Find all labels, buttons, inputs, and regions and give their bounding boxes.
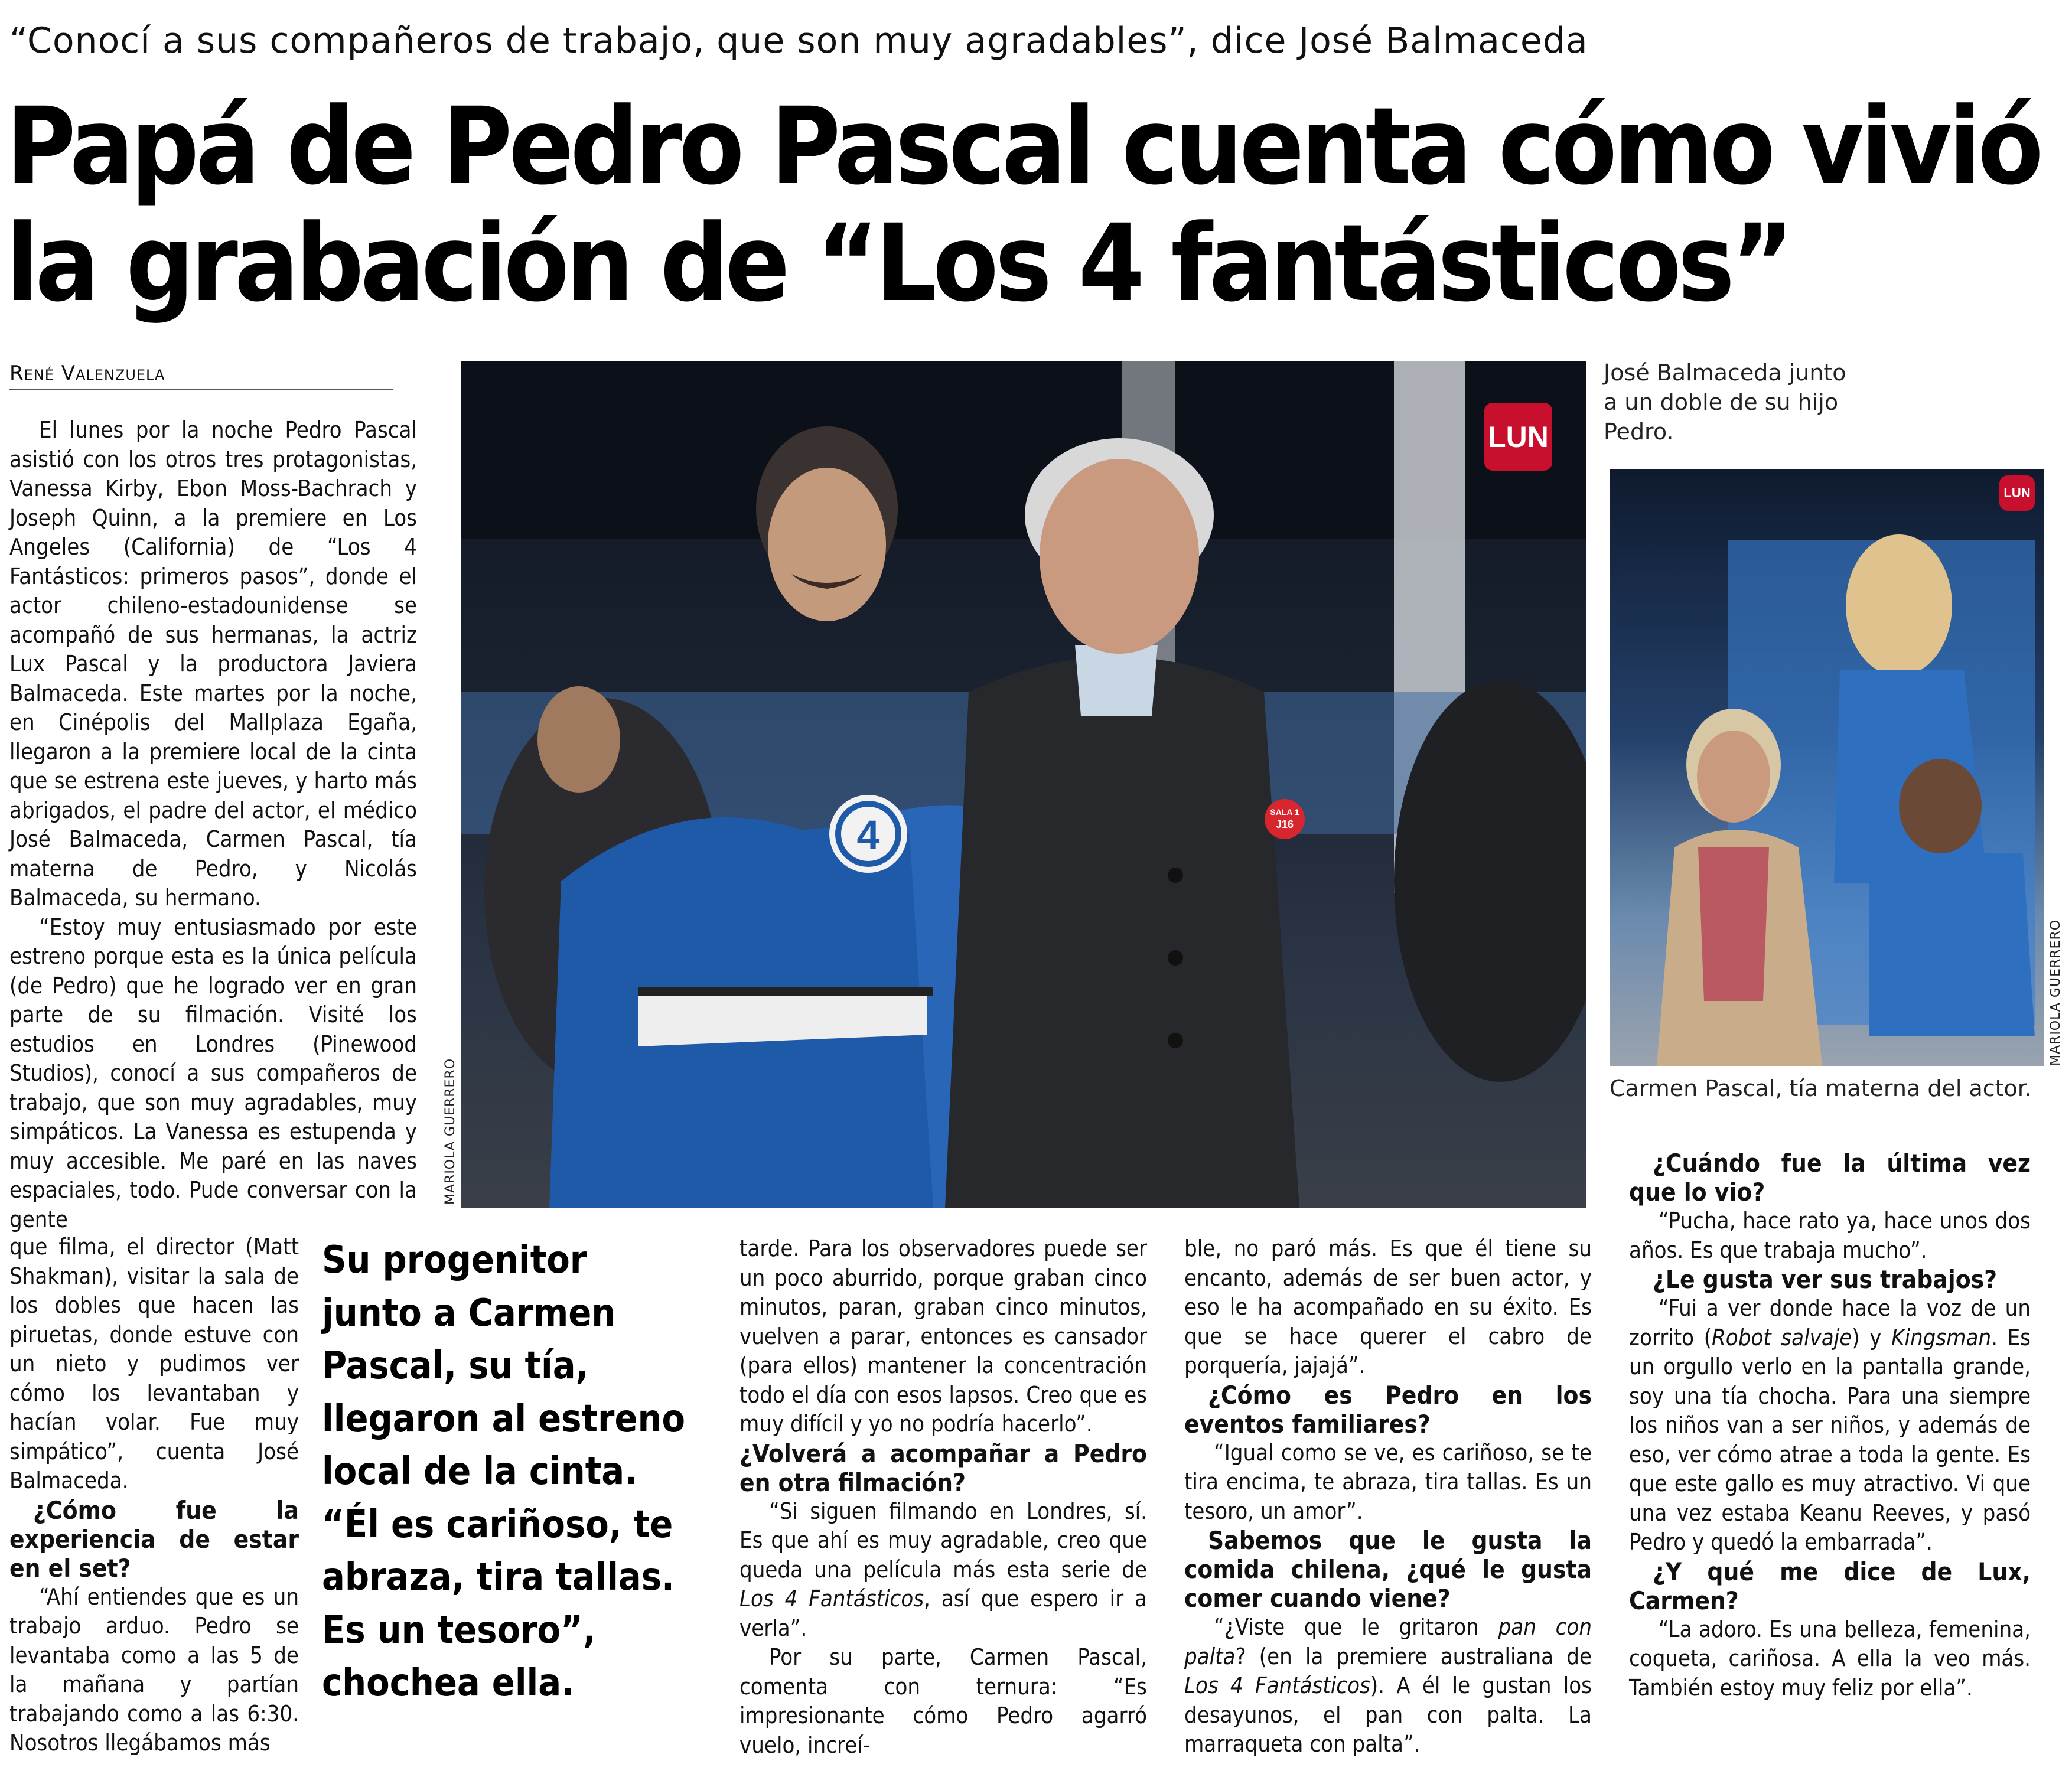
- side-lun-logo: LUN: [1999, 475, 2035, 511]
- col5-paragraph-1: “Pucha, hace rato ya, hace unos dos años. Es que trabaja mucho”.: [1629, 1208, 2031, 1263]
- side-photo: [1610, 469, 2044, 1066]
- svg-text:4: 4: [856, 812, 880, 858]
- col1-paragraph-2: “Estoy muy entusiasmado por este estreno porque esta es la única película (de Pedro) que he logrado ver en gran parte de su filmación. Visité los estudios en Londres (Pinewood Studios), conocí a sus compañeros de trabajo, que son muy agradables, muy simpáticos. La Vanessa es estupenda y muy accesible. Me paré en las naves espaciales, todo. Pude conversar con la gente: [9, 914, 417, 1232]
- col4-paragraph-2: “Igual como se ve, es cariñoso, se te tira encima, te abraza, tira tallas. Es un tesoro, un amor”.: [1184, 1439, 1592, 1524]
- col3-paragraph-3: Por su parte, Carmen Pascal, comenta con ternura: “Es impresionante cómo Pedro agarró vuelo, increí-: [739, 1644, 1147, 1758]
- col4-question-1: ¿Cómo es Pedro en los eventos familiares?: [1184, 1380, 1592, 1439]
- col5-question-1: ¿Cuándo fue la última vez que lo vio?: [1629, 1149, 2031, 1206]
- col1-paragraph-2b: que filma, el director (Matt Shakman), visitar la sala de los dobles que hacen las piruetas, donde estuve con un nieto y pudimos ver cómo los levantaban y hacían volar. Fue muy simpático”, cuenta José Balmaceda.: [9, 1234, 299, 1493]
- col3-paragraph-2: “Si siguen filmando en Londres, sí. Es que ahí es muy agradable, creo que queda una película más esta serie de Los 4 Fantásticos, así que espero ir a verla”.: [739, 1498, 1147, 1641]
- col5-paragraph-3: “La adoro. Es una belleza, femenina, coqueta, cariñosa. A ella la veo más. También estoy muy feliz por ella”.: [1629, 1616, 2031, 1701]
- side-caption-bottom: Carmen Pascal, tía materna del actor.: [1610, 1075, 2032, 1101]
- main-photo-credit: MARIOLA GUERRERO: [443, 1058, 458, 1205]
- main-photo-scene: [461, 361, 1586, 1208]
- col1-question-1: ¿Cómo fue la experiencia de estar en el set?: [9, 1495, 299, 1583]
- svg-text:SALA 1: SALA 1: [1270, 807, 1299, 817]
- col5-question-3: ¿Y qué me dice de Lux, Carmen?: [1629, 1557, 2031, 1615]
- side-photo-scene: [1610, 469, 2044, 1066]
- column-4: [1184, 1234, 1592, 1759]
- column-1: [9, 416, 417, 1234]
- svg-text:J16: J16: [1275, 819, 1294, 830]
- col5-question-2: ¿Le gusta ver sus trabajos?: [1653, 1265, 1998, 1294]
- col5-paragraph-2: “Fui a ver donde hace la voz de un zorrito (Robot salvaje) y Kingsman. Es un orgullo verlo en la pantalla grande, soy una tía chocha. Para una siempre los niños van a ser niños, y además de eso, ver cómo atrae a toda la gente. Es que este gallo es muy atractivo. Vi que una vez estaba Keanu Reeves, y pasó Pedro y quedó la embarrada”.: [1629, 1295, 2031, 1555]
- headline-line-2: la grabación de “Los 4 fantásticos”: [6, 202, 1791, 325]
- col3-question-1: ¿Volverá a acompañar a Pedro en otra filmación?: [739, 1439, 1147, 1497]
- col1-paragraph-3: “Ahí entiendes que es un trabajo arduo. Pedro se levantaba como a las 5 de la mañana y partían trabajando como a las 6:30. Nosotros llegábamos más: [9, 1583, 299, 1756]
- lun-logo: LUN: [1484, 403, 1552, 471]
- col4-question-2: Sabemos que le gusta la comida chilena, ¿qué le gusta comer cuando viene?: [1184, 1526, 1592, 1613]
- col1-paragraph-1: El lunes por la noche Pedro Pascal asistió con los otros tres protagonistas, Vanessa Kirby, Ebon Moss-Bachrach y Joseph Quinn, a la premiere en Los Angeles (California) de “Los 4 Fantásticos: primeros pasos”, donde el actor chileno-estadounidense se acompañó de sus hermanas, la actriz Lux Pascal y la productora Javiera Balmaceda. Este martes por la noche, en Cinépolis del Mallplaza Egaña, llegaron a la premiere local de la cinta que se estrena este jueves, y harto más abrigados, el padre del actor, el médico José Balmaceda, Carmen Pascal, tía materna de Pedro, y Nicolás Balmaceda, su hermano.: [9, 417, 417, 911]
- side-caption-top: José Balmaceda junto a un doble de su hijo Pedro.: [1604, 360, 1846, 445]
- col4-paragraph-1: ble, no paró más. Es que él tiene su encanto, además de ser buen actor, y eso le ha acompañado en su éxito. Es que se hace querer el cabro de porquería, jajajá”.: [1184, 1235, 1592, 1378]
- column-3: [739, 1234, 1147, 1760]
- col3-paragraph-1: tarde. Para los observadores puede ser un poco aburrido, porque graban cinco minutos, paran, graban cinco minutos, vuelven a parar, entonces es cansador (para ellos) mantener la concentración todo el día con esos lapsos. Creo que es muy difícil y yo no podría hacerlo”.: [739, 1235, 1147, 1437]
- main-photo: [461, 361, 1586, 1208]
- col4-paragraph-3: “¿Viste que le gritaron pan con palta? (en la premiere australiana de Los 4 Fantásticos). A él le gustan los desayunos, el pan con palta. La marraqueta con palta”.: [1184, 1614, 1592, 1757]
- kicker: “Conocí a sus compañeros de trabajo, que son muy agradables”, dice José Balmaceda: [9, 20, 1588, 61]
- column-5: [1629, 1149, 2031, 1703]
- headline-line-1: Papá de Pedro Pascal cuenta cómo vivió: [6, 85, 2040, 208]
- pull-quote: Su progenitor junto a Carmen Pascal, su tía, llegaron al estreno local de la cinta. “Él es cariñoso, te abraza, tira tallas. Es un tesoro”, chochea ella.: [322, 1238, 686, 1705]
- byline: René Valenzuela: [9, 361, 393, 390]
- headline: [6, 85, 2040, 325]
- column-1-lower: [9, 1232, 299, 1758]
- side-photo-credit: MARIOLA GUERRERO: [2048, 919, 2063, 1066]
